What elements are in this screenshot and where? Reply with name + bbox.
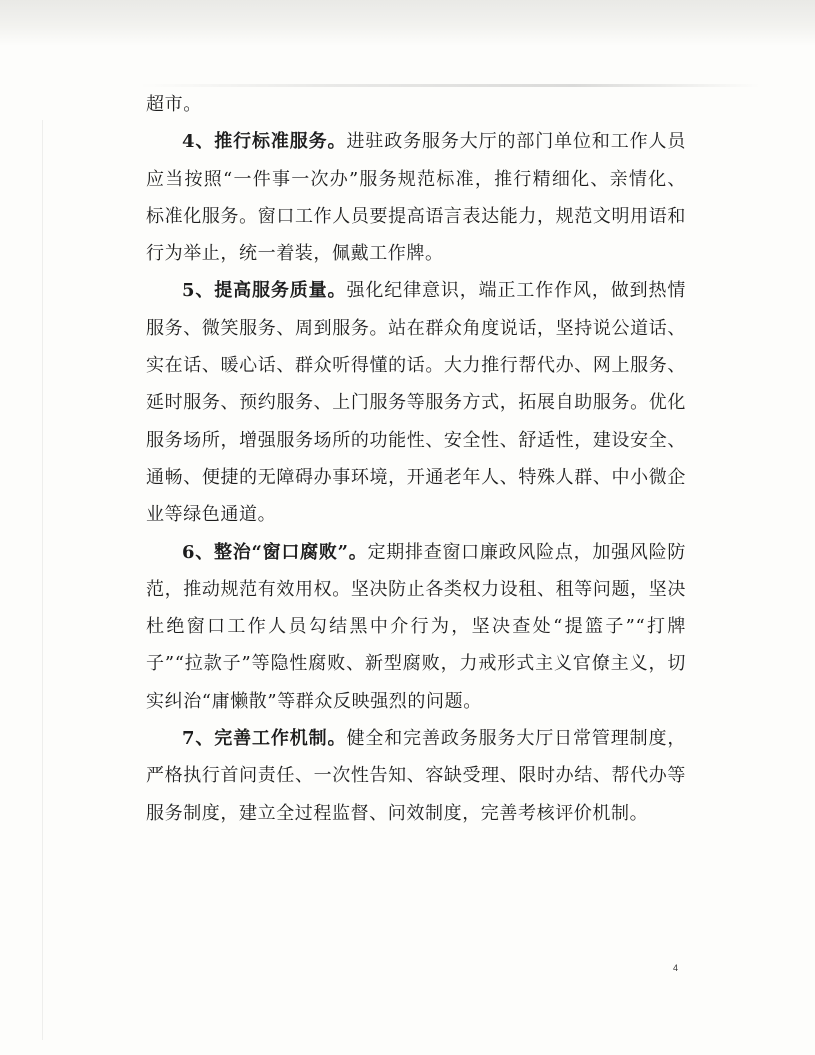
paragraph-service-quality: [146, 272, 686, 533]
paragraph-heading: 4、推行标准服务。: [182, 131, 347, 153]
paragraph-continuation: [146, 86, 686, 123]
scan-top-shadow: [0, 0, 815, 46]
paragraph-body: 定期排查窗口廉政风险点，加强风险防范，推动规范有效用权。坚决防止各类权力设租、租等问题，坚决杜绝窗口工作人员勾结黑中介行为，坚决查处“提篮子”“打牌子”“拉款子”等隐性腐败、新型腐败，力戒形式主义官僚主义，切实纠治“庸懒散”等群众反映强烈的问题。: [146, 541, 686, 712]
paragraph-standard-service: [146, 123, 686, 272]
paragraph-body: 健全和完善政务服务大厅日常管理制度，严格执行首问责任、一次性告知、容缺受理、限时办结、帮代办等服务制度，建立全过程监督、问效制度，完善考核评价机制。: [146, 728, 686, 824]
paragraph-body: 进驻政务服务大厅的部门单位和工作人员应当按照“一件事一次办”服务规范标准，推行精细化、亲情化、标准化服务。窗口工作人员要提高语言表达能力，规范文明用语和行为举止，统一着装，佩戴工作牌。: [146, 131, 686, 265]
document-page: [146, 86, 686, 832]
paragraph-heading: 6、整治“窗口腐败”。: [182, 541, 368, 563]
scan-left-edge: [42, 120, 43, 1040]
paragraph-work-mechanism: [146, 720, 686, 832]
paragraph-heading: 5、提高服务质量。: [182, 280, 347, 302]
paragraph-body: 强化纪律意识，端正工作作风，做到热情服务、微笑服务、周到服务。站在群众角度说话，坚持说公道话、实在话、暖心话、群众听得懂的话。大力推行帮代办、网上服务、延时服务、预约服务、上门服务等服务方式，拓展自助服务。优化服务场所，增强服务场所的功能性、安全性、舒适性，建设安全、通畅、便捷的无障碍办事环境，开通老年人、特殊人群、中小微企业等绿色通道。: [146, 280, 686, 526]
paragraph-window-corruption: [146, 534, 686, 720]
paragraph-heading: 7、完善工作机制。: [182, 728, 347, 750]
page-number: 4: [673, 963, 679, 973]
paragraph-body: 超市。: [146, 94, 202, 115]
